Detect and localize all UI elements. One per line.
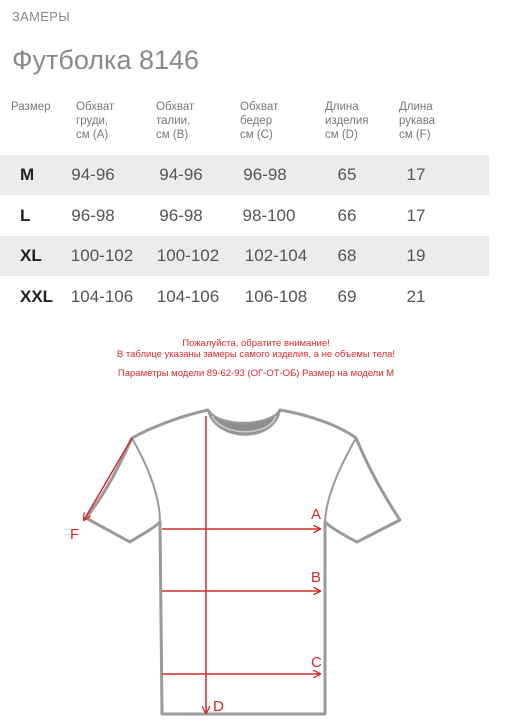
header-waist <box>156 100 194 142</box>
waist-value: 96-98 <box>159 206 203 225</box>
header-line: см (C) <box>240 129 273 141</box>
header-line: талии, <box>156 115 191 127</box>
note-attention: Пожалуйста, обратите внимание! <box>182 338 330 349</box>
sleeve-value: 17 <box>406 165 426 184</box>
section-label: ЗАМЕРЫ <box>12 9 71 24</box>
header-line: см (A) <box>76 129 109 141</box>
hips-value: 106-108 <box>244 287 308 306</box>
table-row <box>0 277 489 317</box>
header-line: Размер <box>11 101 51 113</box>
table-row <box>0 155 489 195</box>
tshirt-diagram <box>0 380 512 725</box>
chest-value: 100-102 <box>70 246 134 265</box>
length-value: 66 <box>337 206 357 225</box>
header-line: Длина <box>399 101 433 113</box>
size-label: M <box>20 165 35 184</box>
hips-value: 98-100 <box>242 206 296 225</box>
label-d: D <box>213 698 224 715</box>
header-line: бедер <box>240 115 273 127</box>
chest-value: 94-96 <box>71 165 115 184</box>
hips-value: 96-98 <box>243 165 287 184</box>
header-line: груди, <box>76 115 109 127</box>
waist-value: 104-106 <box>156 287 220 306</box>
sleeve-value: 17 <box>406 206 426 225</box>
chest-value: 96-98 <box>71 206 115 225</box>
header-size <box>11 100 51 114</box>
sleeve-value: 19 <box>406 246 426 265</box>
size-label: L <box>20 206 31 225</box>
header-line: Длина <box>325 101 359 113</box>
chest-value: 104-106 <box>70 287 134 306</box>
table-row <box>0 236 489 276</box>
header-line: Обхват <box>76 101 115 113</box>
header-line: см (F) <box>399 129 431 141</box>
header-chest <box>76 100 114 142</box>
waist-value: 94-96 <box>159 165 203 184</box>
hips-value: 102-104 <box>244 246 308 265</box>
header-line: рукава <box>399 115 436 127</box>
header-hips <box>240 100 278 142</box>
size-label: XL <box>20 246 42 265</box>
tshirt-outline <box>86 410 400 714</box>
length-value: 69 <box>337 287 357 306</box>
table-row <box>0 196 489 236</box>
label-c: C <box>311 654 322 671</box>
size-label: XXL <box>20 287 54 306</box>
label-b: B <box>311 569 322 586</box>
length-value: 68 <box>337 246 357 265</box>
waist-value: 100-102 <box>156 246 220 265</box>
page-title: Футболка 8146 <box>12 45 200 75</box>
note-disclaimer: В таблице указаны замеры самого изделия, а не объемы тела! <box>116 349 396 360</box>
header-line: Обхват <box>156 101 195 113</box>
header-line: см (B) <box>156 129 189 141</box>
sleeve-value: 21 <box>406 287 426 306</box>
label-f: F <box>70 526 80 543</box>
header-line: см (D) <box>325 129 358 141</box>
header-line: Обхват <box>240 101 279 113</box>
length-value: 65 <box>337 165 357 184</box>
header-line: изделия <box>325 115 369 127</box>
note-model-params: Параметры модели 89-62-93 (ОГ-ОТ-ОБ) Размер на модели M <box>117 368 395 379</box>
label-a: A <box>311 506 322 523</box>
header-sleeve <box>399 100 435 142</box>
header-length <box>325 100 369 142</box>
